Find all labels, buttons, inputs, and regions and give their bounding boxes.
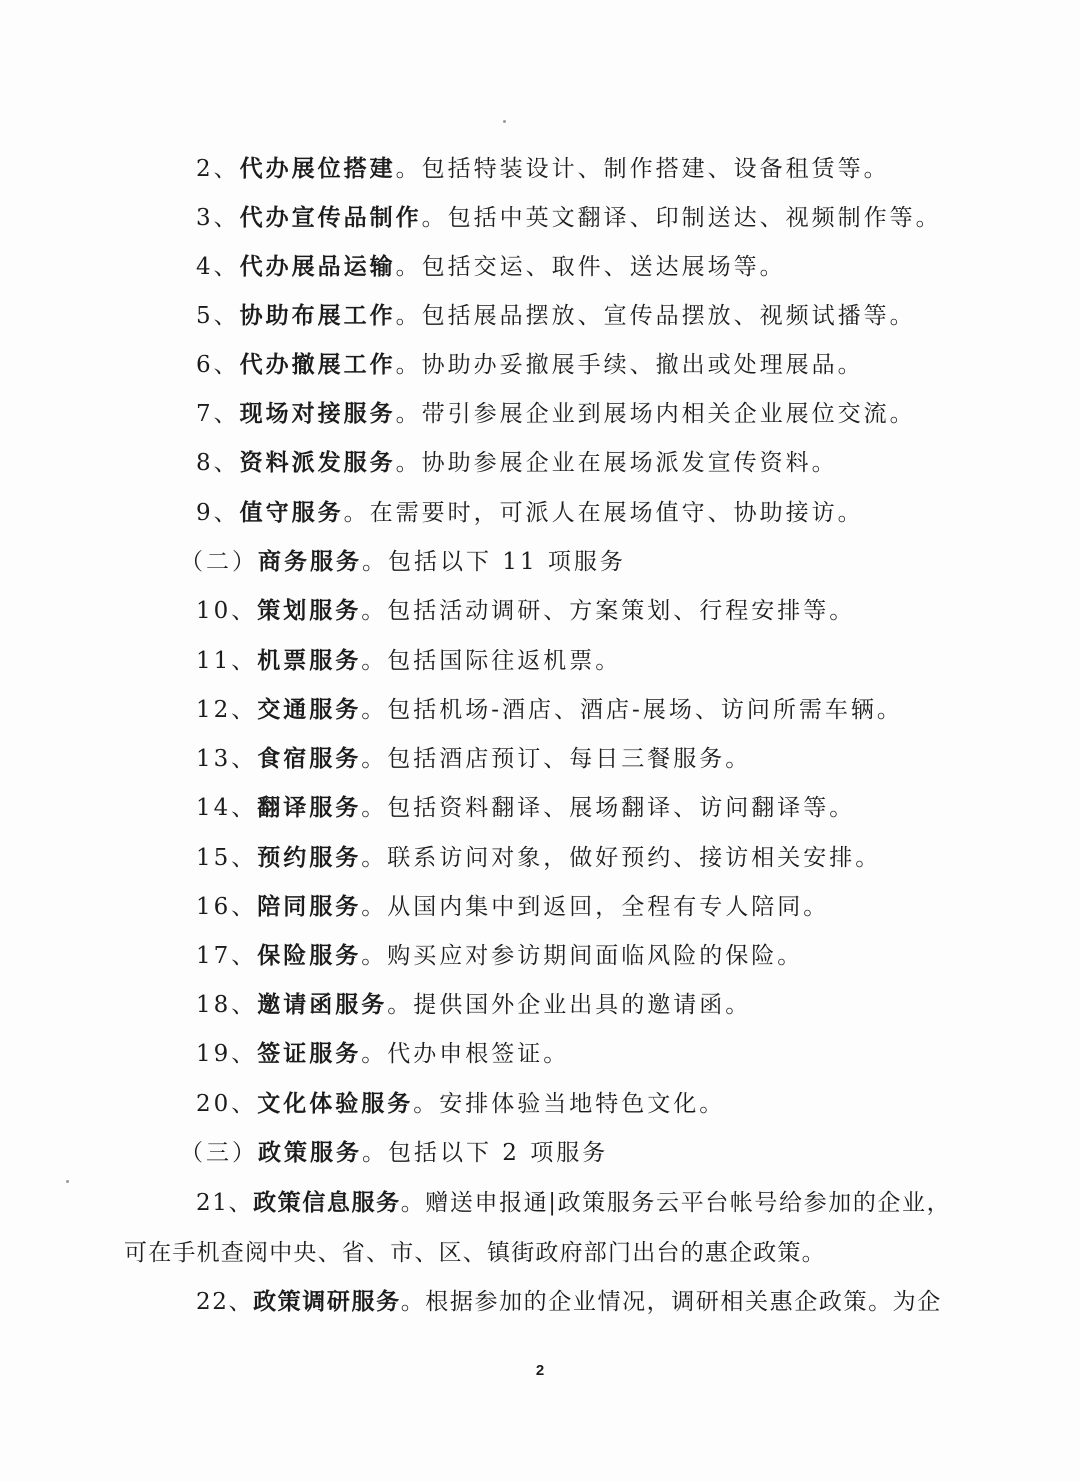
item-number: 19、 xyxy=(196,1041,258,1067)
item-title: 保险服务 xyxy=(257,943,362,969)
item-number: 5、 xyxy=(196,303,240,329)
item-number: 3、 xyxy=(196,205,240,231)
item-number: 6、 xyxy=(196,352,240,378)
item-text: 。联系访问对象，做好预约、接访相关安排。 xyxy=(361,845,882,871)
section-heading xyxy=(180,1138,608,1168)
item-text: 。包括活动调研、方案策划、行程安排等。 xyxy=(361,598,856,624)
item-text: 。从国内集中到返回，全程有专人陪同。 xyxy=(361,894,830,920)
item-text: 。包括资料翻译、展场翻译、访问翻译等。 xyxy=(361,795,856,821)
item-number: 12、 xyxy=(196,697,258,723)
item-text: 。包括交运、取件、送达展场等。 xyxy=(395,254,786,280)
item-number: 8、 xyxy=(196,450,240,476)
page-number: 2 xyxy=(535,1362,545,1379)
item-text: 。带引参展企业到展场内相关企业展位交流。 xyxy=(395,401,916,427)
list-item xyxy=(196,203,942,233)
item-number: 4、 xyxy=(196,254,240,280)
item-title: 代办展品运输 xyxy=(239,254,396,280)
list-item xyxy=(196,301,916,331)
item-title: 预约服务 xyxy=(257,845,362,871)
list-item xyxy=(196,154,890,184)
item-title: 政策调研服务 xyxy=(253,1289,401,1315)
list-item xyxy=(196,843,881,873)
item-title: 代办撤展工作 xyxy=(239,352,396,378)
item-text: 。协助参展企业在展场派发宣传资料。 xyxy=(395,450,838,476)
item-text: 。根据参加的企业情况，调研相关惠企政策。为企 xyxy=(400,1289,942,1315)
list-item xyxy=(196,744,751,774)
item-number: 7、 xyxy=(196,401,240,427)
scan-speck xyxy=(66,1180,69,1183)
item-number: 11、 xyxy=(196,648,258,674)
item-text: 。购买应对参访期间面临风险的保险。 xyxy=(361,943,804,969)
list-item xyxy=(196,399,916,429)
item-text: 。包括机场-酒店、酒店-展场、访问所需车辆。 xyxy=(361,697,903,723)
item-title: 邀请函服务 xyxy=(257,992,388,1018)
item-text: 。代办申根签证。 xyxy=(361,1041,570,1067)
item-title: 现场对接服务 xyxy=(239,401,396,427)
item-number: 15、 xyxy=(196,845,258,871)
section-text: 。包括以下 11 项服务 xyxy=(362,549,626,575)
list-item xyxy=(196,448,838,478)
item-title: 文化体验服务 xyxy=(257,1091,414,1117)
item-number: 16、 xyxy=(196,894,258,920)
list-item xyxy=(196,941,803,971)
item-title: 交通服务 xyxy=(257,697,362,723)
item-text: 。协助办妥撤展手续、撤出或处理展品。 xyxy=(395,352,864,378)
scan-speck xyxy=(503,120,506,123)
item-number: 10、 xyxy=(196,598,258,624)
item-number: 13、 xyxy=(196,746,258,772)
list-item-continuation xyxy=(124,1238,826,1268)
section-title: 政策服务 xyxy=(258,1140,362,1166)
list-item xyxy=(196,350,864,380)
list-item xyxy=(196,695,903,725)
item-title: 陪同服务 xyxy=(257,894,362,920)
item-title: 代办展位搭建 xyxy=(239,156,396,182)
list-item xyxy=(196,252,786,282)
section-title: 商务服务 xyxy=(258,549,362,575)
item-text: 。安排体验当地特色文化。 xyxy=(413,1091,726,1117)
item-title: 翻译服务 xyxy=(257,795,362,821)
item-text: 。包括国际往返机票。 xyxy=(361,648,622,674)
item-title: 食宿服务 xyxy=(257,746,362,772)
item-title: 值守服务 xyxy=(239,500,344,526)
item-number: 17、 xyxy=(196,943,258,969)
list-item xyxy=(196,1287,942,1317)
item-text: 。包括特装设计、制作搭建、设备租赁等。 xyxy=(395,156,890,182)
item-number: 9、 xyxy=(196,500,240,526)
section-heading xyxy=(180,547,626,577)
list-item xyxy=(196,498,864,528)
list-item xyxy=(196,596,855,626)
item-text: 可在手机查阅中央、省、市、区、镇街政府部门出台的惠企政策。 xyxy=(124,1240,826,1266)
item-number: 18、 xyxy=(196,992,258,1018)
list-item xyxy=(196,646,621,676)
list-item xyxy=(196,990,751,1020)
item-title: 代办宣传品制作 xyxy=(239,205,422,231)
item-title: 资料派发服务 xyxy=(239,450,396,476)
item-number: 2、 xyxy=(196,156,240,182)
item-number: 20、 xyxy=(196,1091,258,1117)
item-title: 策划服务 xyxy=(257,598,362,624)
list-item xyxy=(196,892,829,922)
item-title: 协助布展工作 xyxy=(239,303,396,329)
item-number: 22、 xyxy=(196,1289,254,1315)
item-text: 。赠送申报通|政策服务云平台帐号给参加的企业， xyxy=(400,1190,952,1216)
item-text: 。包括酒店预订、每日三餐服务。 xyxy=(361,746,752,772)
section-text: 。包括以下 2 项服务 xyxy=(362,1140,609,1166)
list-item xyxy=(196,1039,569,1069)
item-text: 。包括展品摆放、宣传品摆放、视频试播等。 xyxy=(395,303,916,329)
list-item xyxy=(196,1089,725,1119)
item-number: 14、 xyxy=(196,795,258,821)
item-text: 。包括中英文翻译、印制送达、视频制作等。 xyxy=(421,205,942,231)
item-title: 机票服务 xyxy=(257,648,362,674)
item-text: 。在需要时，可派人在展场值守、协助接访。 xyxy=(343,500,864,526)
section-number: （三） xyxy=(180,1140,258,1166)
item-title: 签证服务 xyxy=(257,1041,362,1067)
section-number: （二） xyxy=(180,549,258,575)
item-number: 21、 xyxy=(196,1190,254,1216)
item-title: 政策信息服务 xyxy=(253,1190,401,1216)
list-item xyxy=(196,793,855,823)
item-text: 。提供国外企业出具的邀请函。 xyxy=(387,992,752,1018)
list-item xyxy=(196,1188,951,1218)
